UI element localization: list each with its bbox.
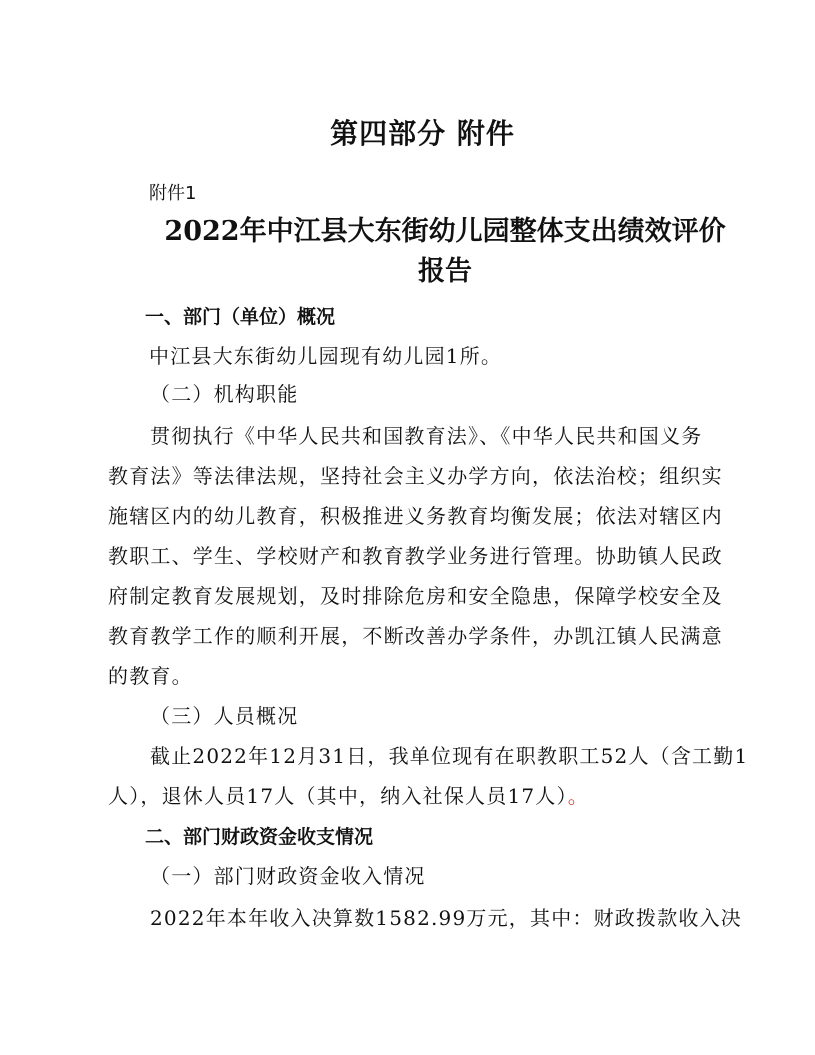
functions-line: 的教育。 [108,664,193,688]
subsection-income-heading: （一）部门财政资金收入情况 [150,864,426,888]
income-line-1: 2022年本年收入决算数1582.99万元，其中：财政拨款收入决 [150,906,743,930]
functions-line: 府制定教育发展规划，及时排除危房和安全隐患，保障学校安全及 [108,584,723,608]
section-1-heading: 一、部门（单位）概况 [145,306,336,328]
functions-line: 施辖区内的幼儿教育，积极推进义务教育均衡发展；依法对辖区内 [108,504,723,528]
section-1-intro: 中江县大东街幼儿园现有幼儿园1所。 [149,344,503,368]
section-2-heading: 二、部门财政资金收支情况 [145,826,374,848]
functions-line: 贯彻执行《中华人民共和国教育法》、《中华人民共和国义务 [150,424,703,448]
staff-line-1: 截止2022年12月31日，我单位现有在职教职工52人（含工勤1 [150,744,749,768]
part-title: 第四部分 附件 [330,117,515,150]
functions-line: 教育教学工作的顺利开展，不断改善办学条件，办凯江镇人民满意 [108,624,723,648]
subsection-functions-heading: （二）机构职能 [150,382,299,406]
report-title [150,212,740,292]
report-title-line-1: 2022年中江县大东街幼儿园整体支出绩效评价 [164,216,726,247]
functions-line: 教育法》等法律法规，坚持社会主义办学方向，依法治校；组织实 [108,464,723,488]
report-title-line-2: 报告 [418,256,472,287]
functions-line: 教职工、学生、学校财产和教育教学业务进行管理。协助镇人民政 [108,544,723,568]
attachment-label: 附件1 [149,183,197,204]
staff-line-2-text: 人），退休人员17人（其中，纳入社保人员17人） [108,784,568,808]
staff-line-2 [108,780,589,809]
staff-line-2-period: 。 [567,784,589,808]
subsection-staff-heading: （三）人员概况 [150,704,299,728]
